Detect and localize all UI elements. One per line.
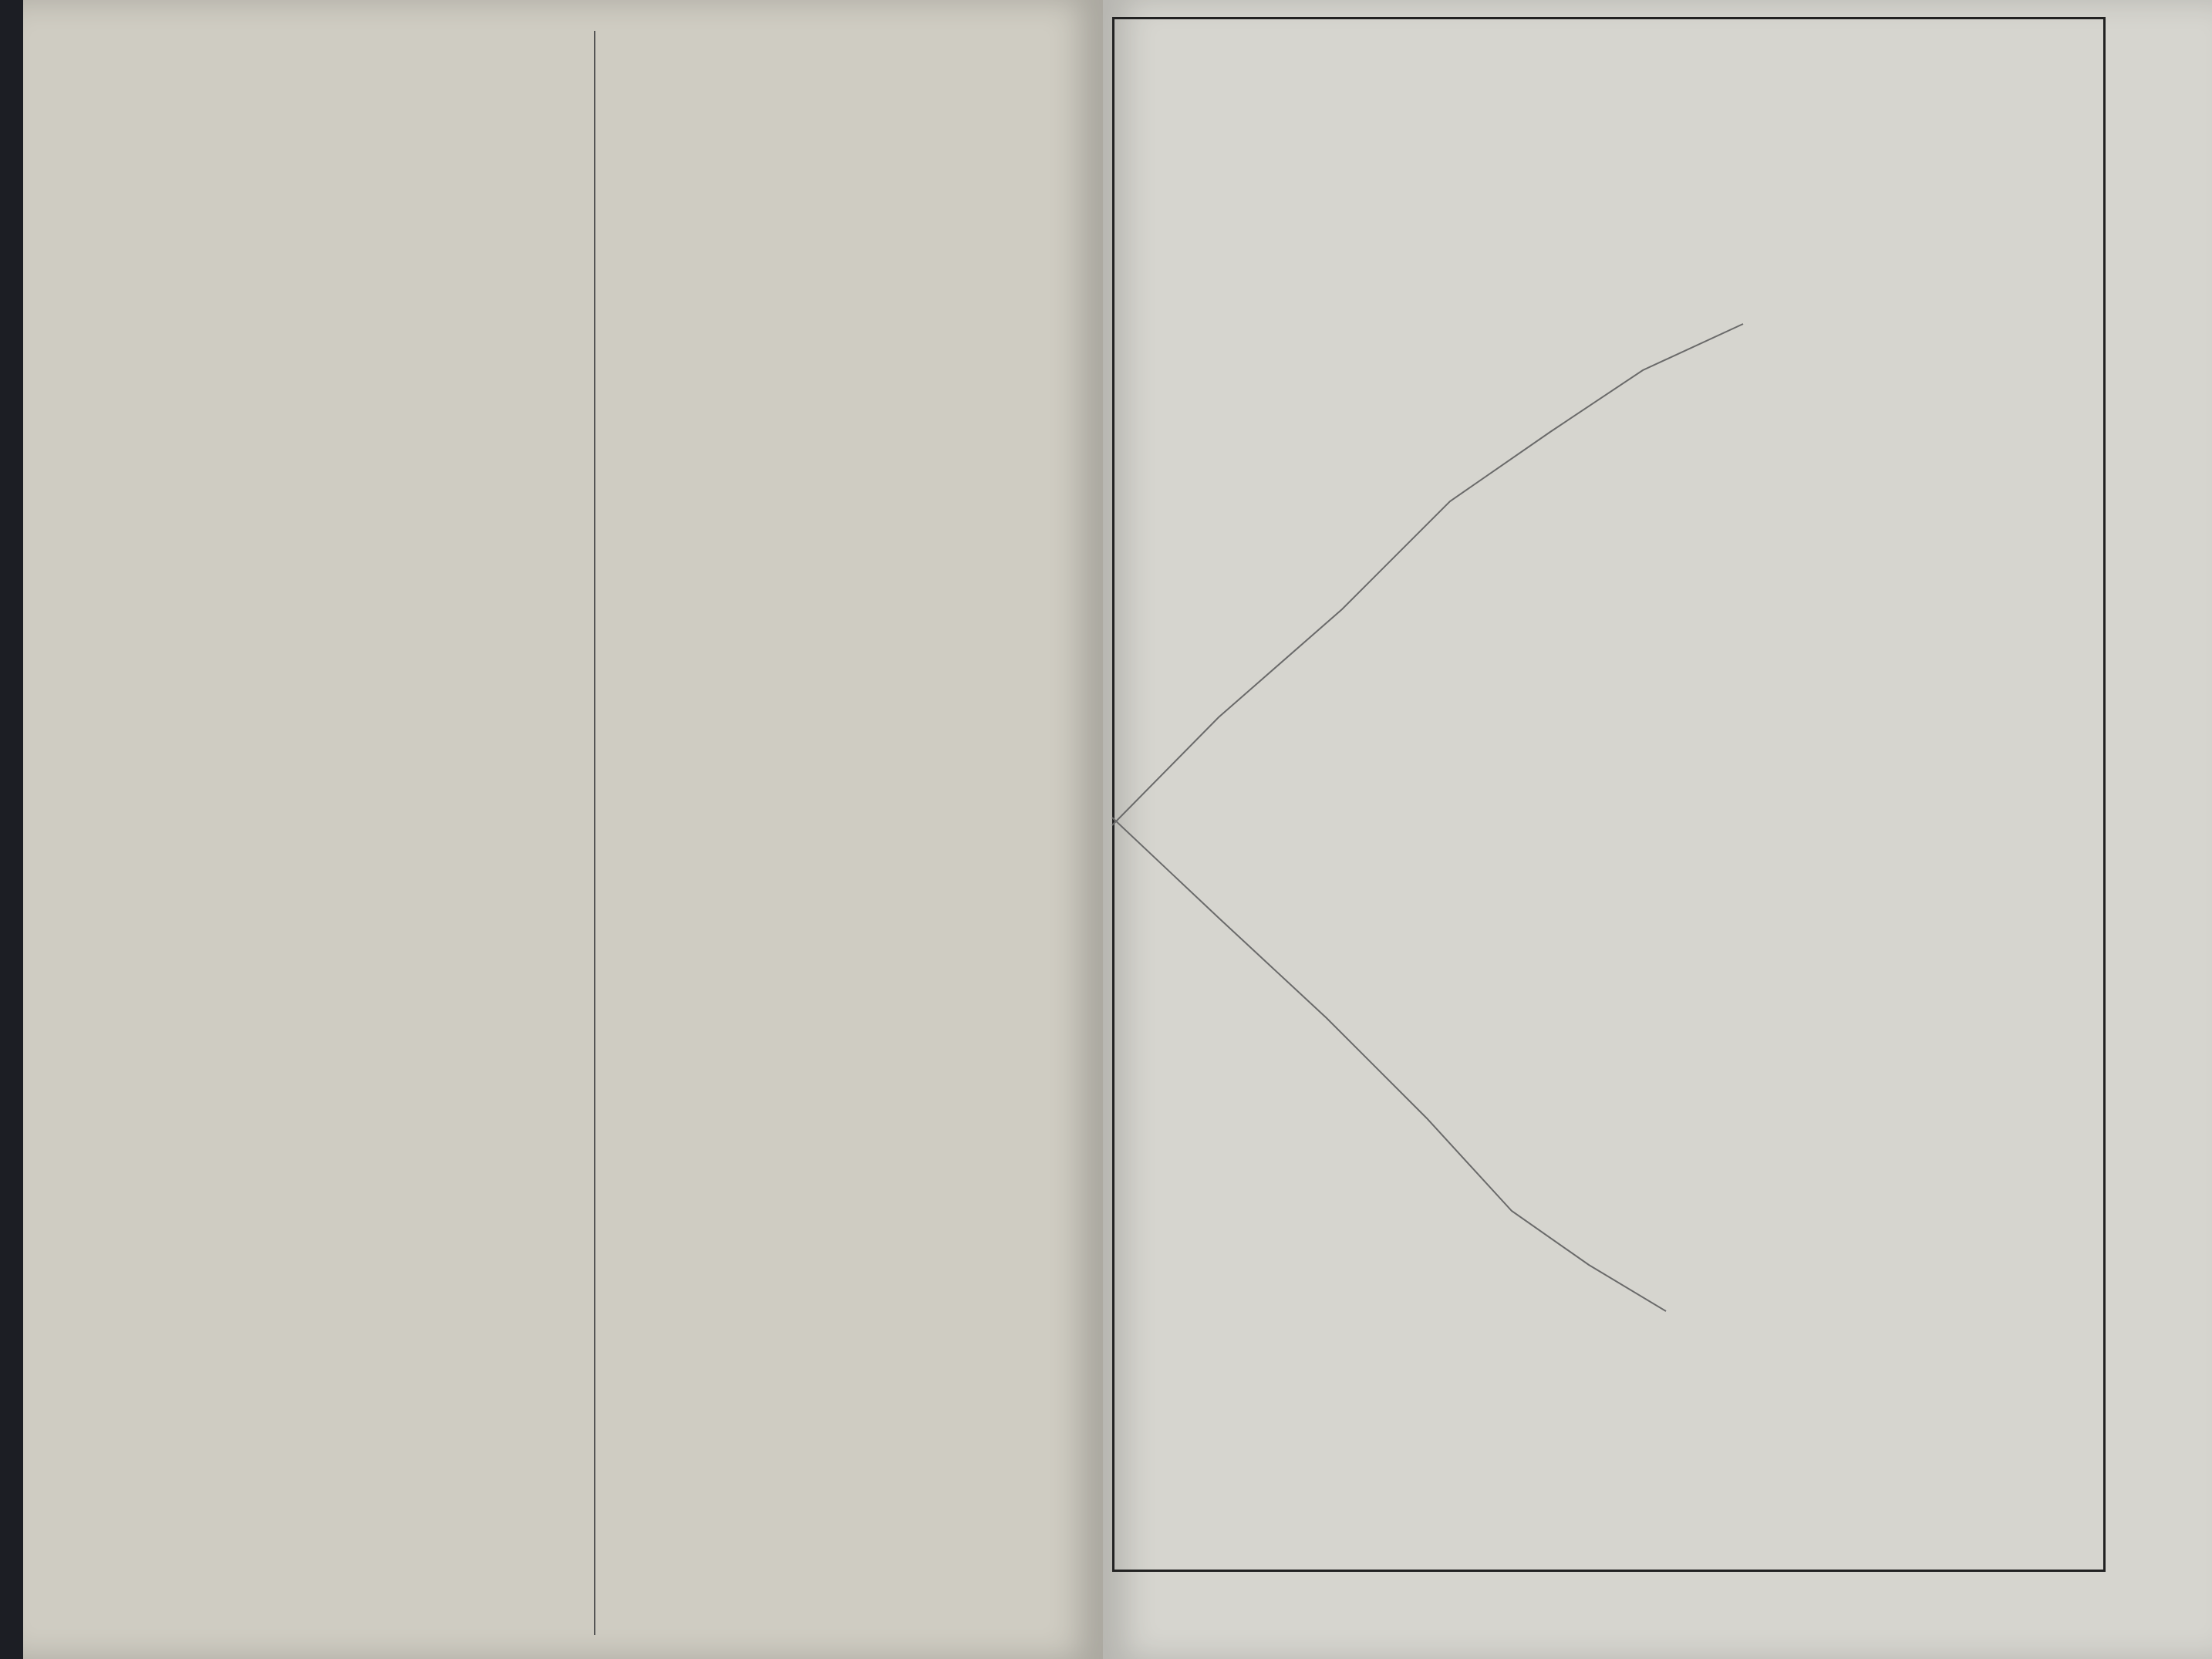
- pencil-line-lower: [1112, 818, 1666, 1311]
- pencil-line-upper: [1112, 324, 1743, 825]
